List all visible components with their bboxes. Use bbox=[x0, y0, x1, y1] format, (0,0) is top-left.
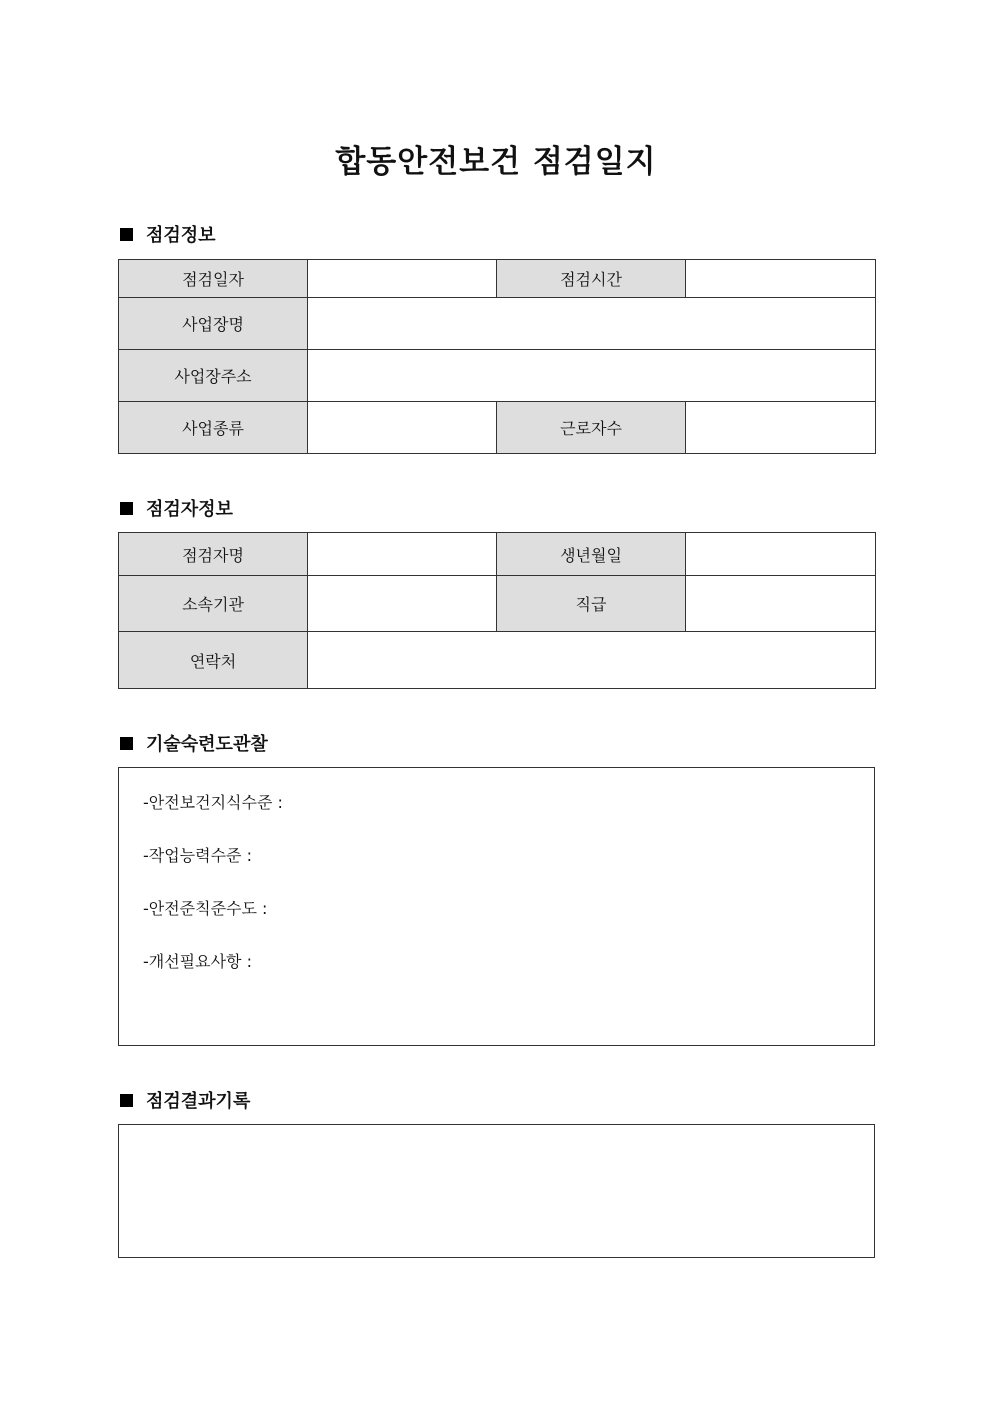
inspection-info-table bbox=[118, 259, 876, 454]
worker-count-field[interactable] bbox=[686, 402, 876, 454]
result-record-box[interactable] bbox=[118, 1124, 875, 1258]
inspection-time-label: 점검시간 bbox=[497, 260, 686, 298]
table-row bbox=[119, 533, 876, 576]
inspector-name-label: 점검자명 bbox=[119, 533, 308, 576]
site-name-label: 사업장명 bbox=[119, 298, 308, 350]
site-name-field[interactable] bbox=[308, 298, 876, 350]
table-row bbox=[119, 402, 876, 454]
observation-line: -안전보건지식수준 : bbox=[143, 793, 283, 812]
contact-label: 연락처 bbox=[119, 632, 308, 689]
contact-field[interactable] bbox=[308, 632, 876, 689]
section-heading-label: 점검자정보 bbox=[146, 499, 233, 520]
section-heading-label: 점검정보 bbox=[146, 225, 216, 246]
organization-label: 소속기관 bbox=[119, 576, 308, 632]
square-bullet-icon bbox=[120, 1094, 133, 1107]
organization-field[interactable] bbox=[308, 576, 497, 632]
site-address-label: 사업장주소 bbox=[119, 350, 308, 402]
table-row bbox=[119, 298, 876, 350]
skill-observation-box[interactable] bbox=[118, 767, 875, 1046]
observation-line: -개선필요사항 : bbox=[143, 952, 252, 971]
section-heading-inspection-info bbox=[120, 222, 216, 246]
section-heading-skill-observation bbox=[120, 731, 268, 755]
inspection-date-label: 점검일자 bbox=[119, 260, 308, 298]
worker-count-label: 근로자수 bbox=[497, 402, 686, 454]
inspector-info-table bbox=[118, 532, 876, 689]
page-title: 합동안전보건 점검일지 bbox=[335, 144, 657, 180]
table-row bbox=[119, 350, 876, 402]
rank-field[interactable] bbox=[686, 576, 876, 632]
inspection-time-field[interactable] bbox=[686, 260, 876, 298]
section-heading-label: 점검결과기록 bbox=[146, 1091, 251, 1112]
section-heading-result-record bbox=[120, 1088, 250, 1112]
square-bullet-icon bbox=[120, 228, 133, 241]
section-heading-inspector-info bbox=[120, 496, 233, 520]
table-row bbox=[119, 576, 876, 632]
rank-label: 직급 bbox=[497, 576, 686, 632]
inspector-name-field[interactable] bbox=[308, 533, 497, 576]
business-type-field[interactable] bbox=[308, 402, 497, 454]
birth-date-field[interactable] bbox=[686, 533, 876, 576]
site-address-field[interactable] bbox=[308, 350, 876, 402]
business-type-label: 사업종류 bbox=[119, 402, 308, 454]
square-bullet-icon bbox=[120, 737, 133, 750]
observation-line: -안전준칙준수도 : bbox=[143, 899, 268, 918]
birth-date-label: 생년월일 bbox=[497, 533, 686, 576]
square-bullet-icon bbox=[120, 502, 133, 515]
table-row bbox=[119, 632, 876, 689]
table-row bbox=[119, 260, 876, 298]
inspection-date-field[interactable] bbox=[308, 260, 497, 298]
observation-line: -작업능력수준 : bbox=[143, 846, 252, 865]
section-heading-label: 기술숙련도관찰 bbox=[146, 734, 268, 755]
